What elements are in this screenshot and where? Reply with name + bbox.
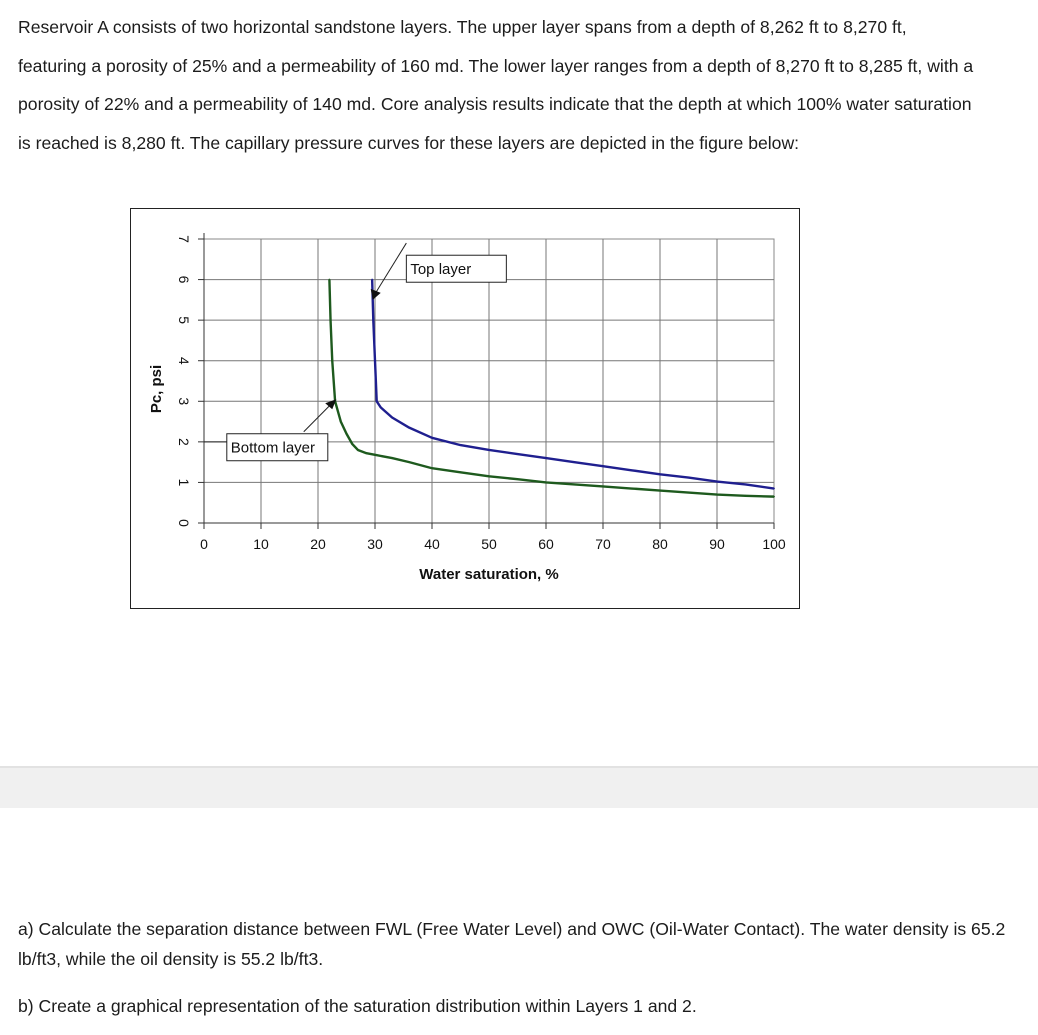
data-point-top-layer [372,319,374,321]
data-point-top-layer [716,481,718,483]
x-tick-label: 60 [538,536,554,552]
data-point-bottom-layer [631,488,633,490]
question-b: b) Create a graphical representation of the saturation distribution within Layers 1 and 2. [18,996,697,1016]
data-point-bottom-layer [374,454,376,456]
x-tick-label: 20 [310,536,326,552]
y-tick-label: 6 [176,275,192,284]
chart-canvas [131,209,801,610]
question-a: a) Calculate the separation distance between FWL (Free Water Level) and OWC (Oil-Water Contact). The water density is 65.2 lb/ft3, while the oil density is 55.2 lb/ft3. [18,919,1006,969]
data-point-top-layer [408,427,410,429]
data-point-top-layer [374,360,376,362]
data-point-bottom-layer [659,490,661,492]
x-tick-label: 70 [595,536,611,552]
data-point-top-layer [460,444,462,446]
data-point-top-layer [376,400,378,402]
data-point-top-layer [659,473,661,475]
data-point-top-layer [745,484,747,486]
data-point-top-layer [574,461,576,463]
data-point-top-layer [602,465,604,467]
data-point-bottom-layer [346,433,348,435]
data-point-bottom-layer [488,475,490,477]
x-tick-label: 40 [424,536,440,552]
y-tick-label: 3 [176,397,192,406]
data-point-top-layer [380,406,382,408]
data-point-bottom-layer [329,279,331,281]
data-point-bottom-layer [357,449,359,451]
capillary-pressure-chart [130,208,800,609]
data-point-top-layer [431,437,433,439]
data-point-bottom-layer [517,478,519,480]
data-point-bottom-layer [574,484,576,486]
problem-statement: Reservoir A consists of two horizontal sandstone layers. The upper layer spans from a depth of 8,262 ft to 8,270 ft, featuring a porosity of 25% and a permeability of 160 md. The lower layer ranges from a depth of 8,270 ft to 8,285 ft, with a porosity of 22% and a permeability of 140 md. Core analysis results indicate that the depth at which 100% water saturation is reached is 8,280 ft. The capillary pressure curves for these layers are depicted in the figure below: [18,17,974,153]
x-tick-label: 10 [253,536,269,552]
data-point-bottom-layer [391,457,393,459]
data-point-bottom-layer [773,496,775,498]
data-point-bottom-layer [460,471,462,473]
data-point-bottom-layer [716,494,718,496]
x-tick-label: 50 [481,536,497,552]
x-tick-label: 80 [652,536,668,552]
y-tick-label: 7 [176,235,192,243]
data-point-bottom-layer [351,443,353,445]
section-divider [0,766,1038,808]
data-point-top-layer [773,488,775,490]
data-point-bottom-layer [340,421,342,423]
data-point-bottom-layer [431,467,433,469]
y-tick-label: 0 [176,519,192,527]
x-tick-label: 30 [367,536,383,552]
y-tick-label: 4 [176,356,192,365]
data-point-bottom-layer [545,482,547,484]
x-axis-title: Water saturation, % [419,566,559,583]
data-point-top-layer [488,449,490,451]
data-point-bottom-layer [602,486,604,488]
x-tick-label: 90 [709,536,725,552]
data-point-bottom-layer [366,452,368,454]
y-tick-label: 2 [176,437,192,446]
bottom-layer-label: Bottom layer [230,439,316,457]
data-point-top-layer [391,417,393,419]
y-tick-label: 5 [176,316,192,325]
data-point-top-layer [545,457,547,459]
data-point-top-layer [371,279,373,281]
data-point-bottom-layer [331,360,333,362]
data-point-top-layer [631,469,633,471]
data-point-bottom-layer [745,495,747,497]
top-layer-label: Top layer [410,261,472,279]
y-axis-title: Pc, psi [148,364,165,414]
data-point-bottom-layer [688,492,690,494]
data-point-top-layer [517,453,519,455]
data-point-bottom-layer [330,319,332,321]
data-point-top-layer [688,477,690,479]
x-tick-label: 100 [762,536,786,552]
data-point-bottom-layer [408,461,410,463]
x-tick-label: 0 [200,536,208,552]
y-tick-label: 1 [176,478,192,487]
